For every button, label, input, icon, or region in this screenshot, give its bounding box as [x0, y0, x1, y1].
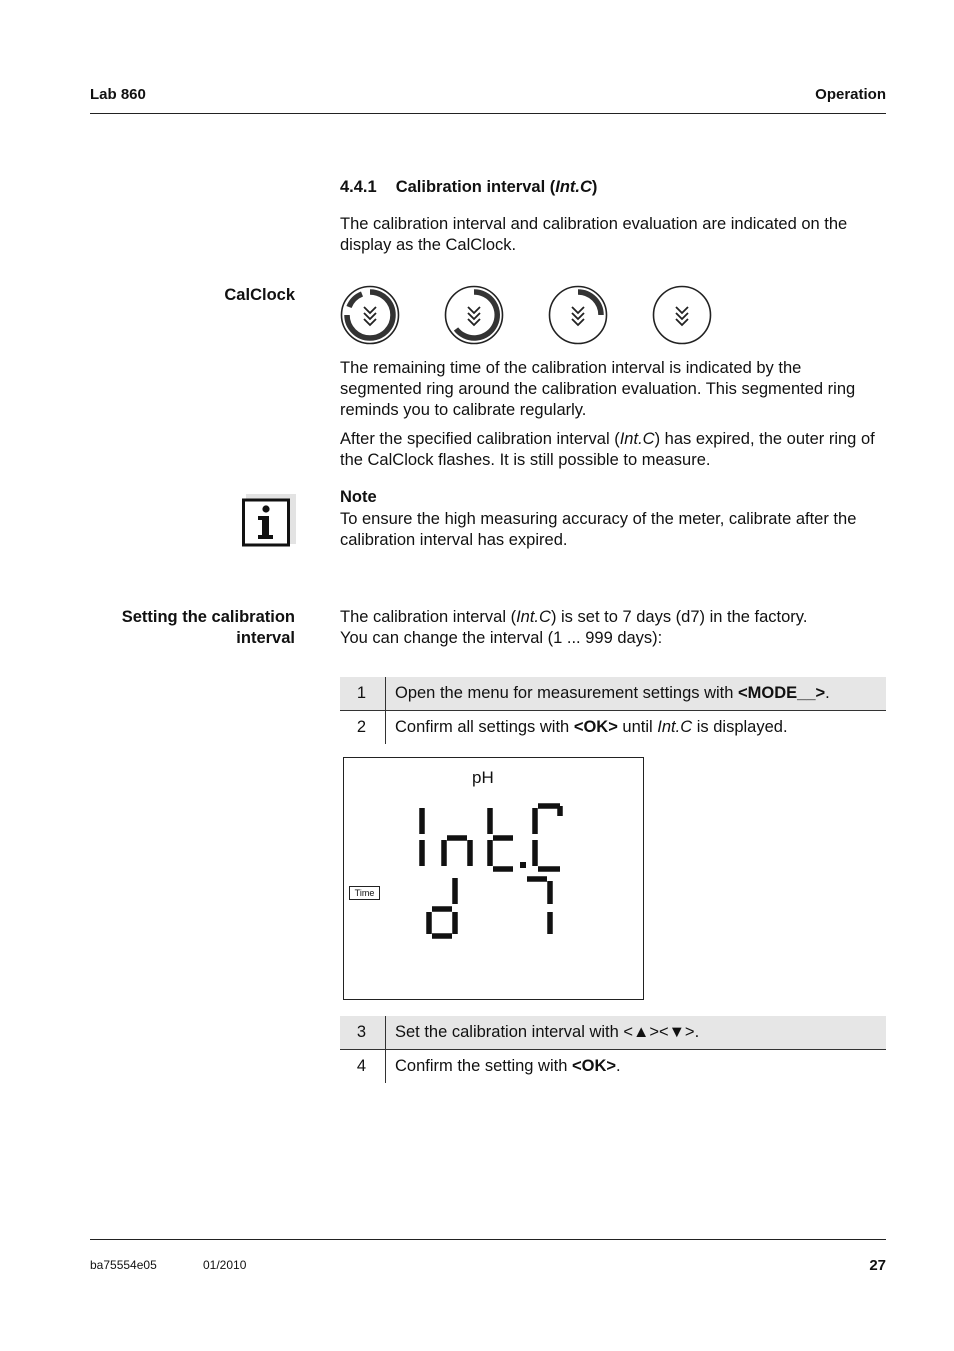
calclock-label: CalClock — [224, 286, 295, 304]
step-number: 1 — [340, 677, 386, 711]
header-rule — [90, 113, 886, 114]
setting-paragraph — [340, 607, 886, 649]
setting-label-line1: Setting the calibration — [121, 608, 295, 626]
setting-line-1 — [340, 607, 886, 628]
calclock-paragraph-2-b: ) has expired, the outer ring of the CalClock flashes. It is still possible to measure. — [340, 430, 875, 469]
lcd-segment-readout — [414, 802, 574, 942]
header-section-title: Operation — [815, 86, 886, 103]
step-text-pre: Open the menu for measurement settings with — [395, 684, 739, 702]
section-title-prefix: Calibration interval ( — [395, 178, 556, 196]
lcd-display — [343, 757, 644, 1000]
step-text-post: . — [825, 684, 830, 702]
note-title: Note — [340, 488, 377, 506]
step-row — [340, 677, 886, 711]
intro-paragraph: The calibration interval and calibration evaluation are indicated on the display as the CalClock. — [340, 215, 848, 254]
note-text: To ensure the high measuring accuracy of the meter, calibrate after the calibration interval has expired. — [340, 510, 857, 549]
steps-table-b — [340, 1016, 886, 1083]
footer-date: 01/2010 — [203, 1258, 247, 1272]
setting-line-1-b: ) is set to 7 days (d7) in the factory. — [550, 608, 808, 626]
footer-rule — [90, 1239, 886, 1240]
step-text-pre: Confirm the setting with — [395, 1057, 572, 1075]
step-text-post: . — [616, 1057, 621, 1075]
calclock-icons — [340, 285, 720, 347]
step-number: 2 — [340, 711, 386, 745]
setting-label-line2: interval — [236, 629, 295, 647]
step-text — [386, 1050, 887, 1084]
section-title-italic: Int.C — [555, 178, 592, 196]
footer-doc-number: ba75554e05 — [90, 1258, 157, 1272]
step-row — [340, 711, 886, 745]
setting-line-2: You can change the interval (1 ... 999 days): — [340, 629, 663, 647]
setting-line-1-a: The calibration interval ( — [340, 608, 517, 626]
lcd-time-label: Time — [349, 886, 380, 900]
calclock-three-quarter-icon — [444, 285, 504, 345]
setting-line-1-italic: Int.C — [516, 608, 551, 626]
section-number: 4.4.1 — [340, 178, 377, 196]
step-text-mid: until — [617, 718, 658, 736]
section-heading — [340, 178, 597, 197]
step-key: <MODE__> — [738, 684, 826, 702]
step-row — [340, 1016, 886, 1050]
calclock-empty-icon — [652, 285, 712, 345]
calclock-paragraph-1: The remaining time of the calibration interval is indicated by the segmented ring around the calibration evaluation. This segmented ring reminds you to calibrate regularly. — [340, 359, 856, 419]
section-title-suffix: ) — [591, 178, 598, 196]
step-text-post: is displayed. — [692, 718, 788, 736]
step-key: <OK> — [573, 718, 618, 736]
calclock-paragraph-2-italic: Int.C — [619, 430, 655, 448]
step-row — [340, 1050, 886, 1084]
lcd-unit: pH — [472, 768, 494, 787]
step-text-pre: Confirm all settings with — [395, 718, 574, 736]
calclock-paragraph-2 — [340, 429, 886, 471]
header-doc-title: Lab 860 — [90, 86, 146, 103]
step-text-italic: Int.C — [657, 718, 693, 736]
calclock-half-icon — [548, 285, 608, 345]
setting-label — [35, 607, 295, 649]
steps-table-a — [340, 677, 886, 744]
calclock-paragraph-2-a: After the specified calibration interval ( — [340, 430, 620, 448]
page-number: 27 — [869, 1257, 886, 1274]
step-number: 3 — [340, 1016, 386, 1050]
step-key: <OK> — [572, 1057, 617, 1075]
step-number: 4 — [340, 1050, 386, 1084]
info-icon — [242, 494, 296, 548]
step-text — [386, 677, 887, 711]
calclock-full-icon — [340, 285, 400, 345]
step-text — [386, 711, 887, 745]
step-text: Set the calibration interval with <▲><▼>. — [386, 1016, 887, 1050]
